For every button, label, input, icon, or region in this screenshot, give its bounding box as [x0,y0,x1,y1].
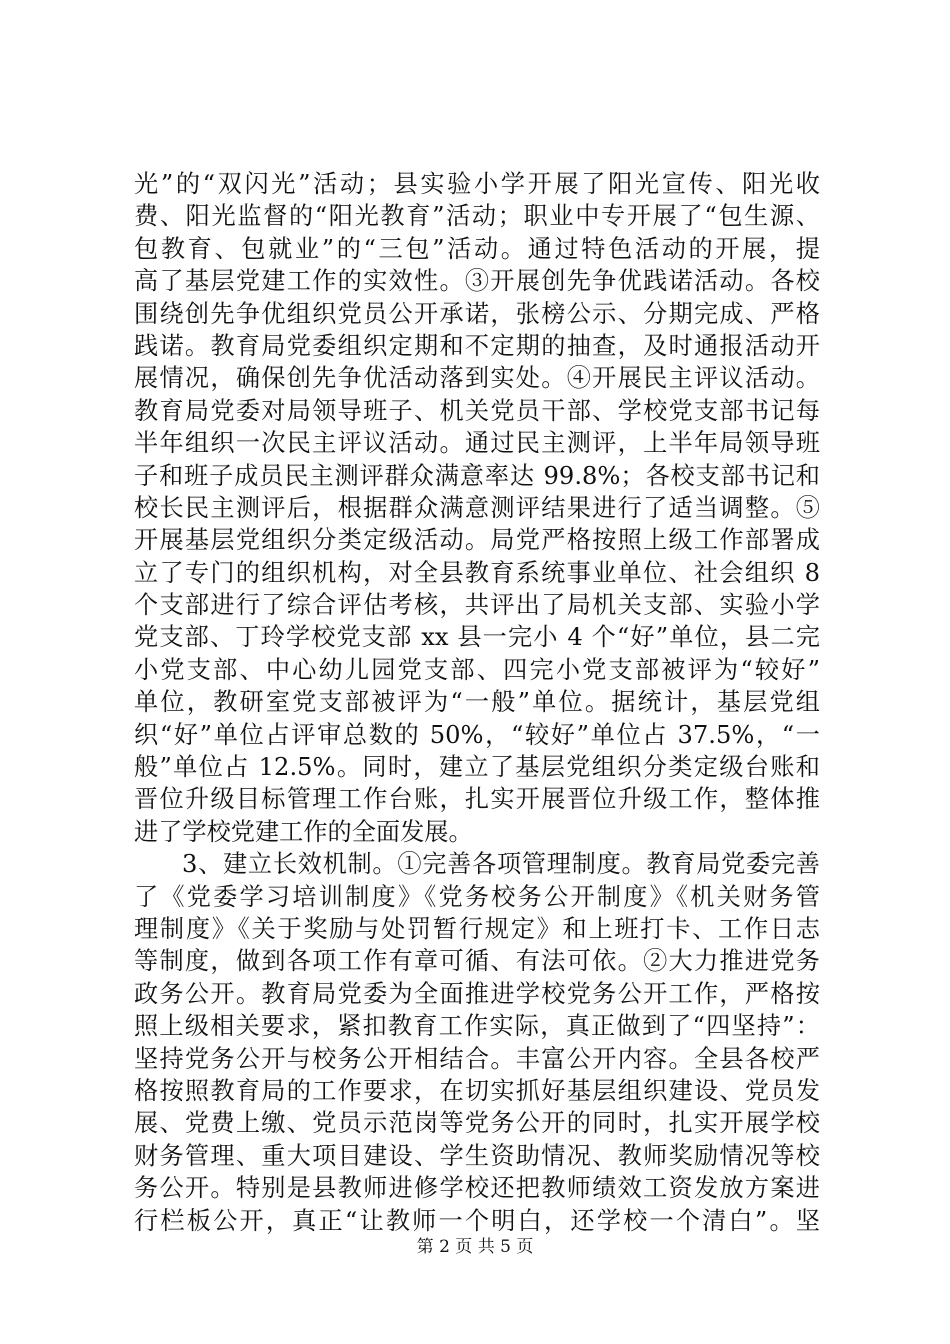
text-line: 校长民主测评后，根据群众满意测评结果进行了适当调整。⑤ [134,493,820,522]
text-line: 政务公开。教育局党委为全面推进学校党务公开工作，严格按 [134,979,820,1008]
text-line: 包教育、包就业”的“三包”活动。通过特色活动的开展，提 [134,234,820,263]
text-line: 坚持党务公开与校务公开相结合。丰富公开内容。全县各校严 [134,1044,820,1073]
text-line: 光”的“双闪光”活动；县实验小学开展了阳光宣传、阳光收 [134,170,820,198]
text-line: 晋位升级目标管理工作台账，扎实开展晋位升级工作，整体推 [134,785,820,814]
text-line: 展、党费上缴、党员示范岗等党务公开的同时，扎实开展学校 [134,1109,820,1138]
text-line: 开展基层党组织分类定级活动。局党严格按照上级工作部署成 [134,526,820,555]
text-line: 等制度，做到各项工作有章可循、有法可依。②大力推进党务 [134,947,820,976]
text-line: 格按照教育局的工作要求，在切实抓好基层组织建设、党员发 [134,1076,820,1105]
text-line: 高了基层党建工作的实效性。③开展创先争优践诺活动。各校 [134,267,820,296]
text-line: 子和班子成员民主测评群众满意率达 99.8%；各校支部书记和 [134,461,820,490]
text-line: 织“好”单位占评审总数的 50%，“较好”单位占 37.5%，“一 [134,720,820,749]
text-line: 展情况，确保创先争优活动落到实处。④开展民主评议活动。 [134,364,820,393]
text-line: 了《党委学习培训制度》《党务校务公开制度》《机关财务管 [134,882,820,911]
text-line: 般”单位占 12.5%。同时，建立了基层党组织分类定级台账和 [134,753,820,782]
text-line: 务公开。特别是县教师进修学校还把教师绩效工资发放方案进 [134,1174,820,1203]
text-line: 个支部进行了综合评估考核，共评出了局机关支部、实验小学 [134,591,820,620]
text-line: 小党支部、中心幼儿园党支部、四完小党支部被评为“较好” [134,655,820,684]
text-line: 行栏板公开，真正“让教师一个明白，还学校一个清白”。坚 [134,1206,820,1235]
text-line: 党支部、丁玲学校党支部 xx 县一完小 4 个“好”单位，县二完 [134,623,820,652]
page-number-footer: 第 2 页 共 5 页 [416,1237,534,1257]
text-line: 费、阳光监督的“阳光教育”活动；职业中专开展了“包生源、 [134,202,820,231]
document-body [134,168,820,1237]
text-line: 围绕创先争优组织党员公开承诺，张榜公示、分期完成、严格 [134,299,820,328]
text-line: 教育局党委对局领导班子、机关党员干部、学校党支部书记每 [134,396,820,425]
text-line: 践诺。教育局党委组织定期和不定期的抽查，及时通报活动开 [134,331,820,360]
text-line: 半年组织一次民主评议活动。通过民主测评，上半年局领导班 [134,429,820,458]
text-line: 财务管理、重大项目建设、学生资助情况、教师奖励情况等校 [134,1141,820,1170]
text-line-paragraph-end: 进了学校党建工作的全面发展。 [134,817,473,846]
text-line: 单位，教研室党支部被评为“一般”单位。据统计，基层党组 [134,688,820,717]
text-line: 理制度》《关于奖励与处罚暂行规定》和上班打卡、工作日志 [134,914,820,943]
text-line-paragraph-start: 3、建立长效机制。①完善各项管理制度。教育局党委完善 [182,850,820,879]
text-line: 立了专门的组织机构，对全县教育系统事业单位、社会组织 8 [134,558,820,587]
text-line: 照上级相关要求，紧扣教育工作实际，真正做到了“四坚持”： [134,1012,820,1041]
